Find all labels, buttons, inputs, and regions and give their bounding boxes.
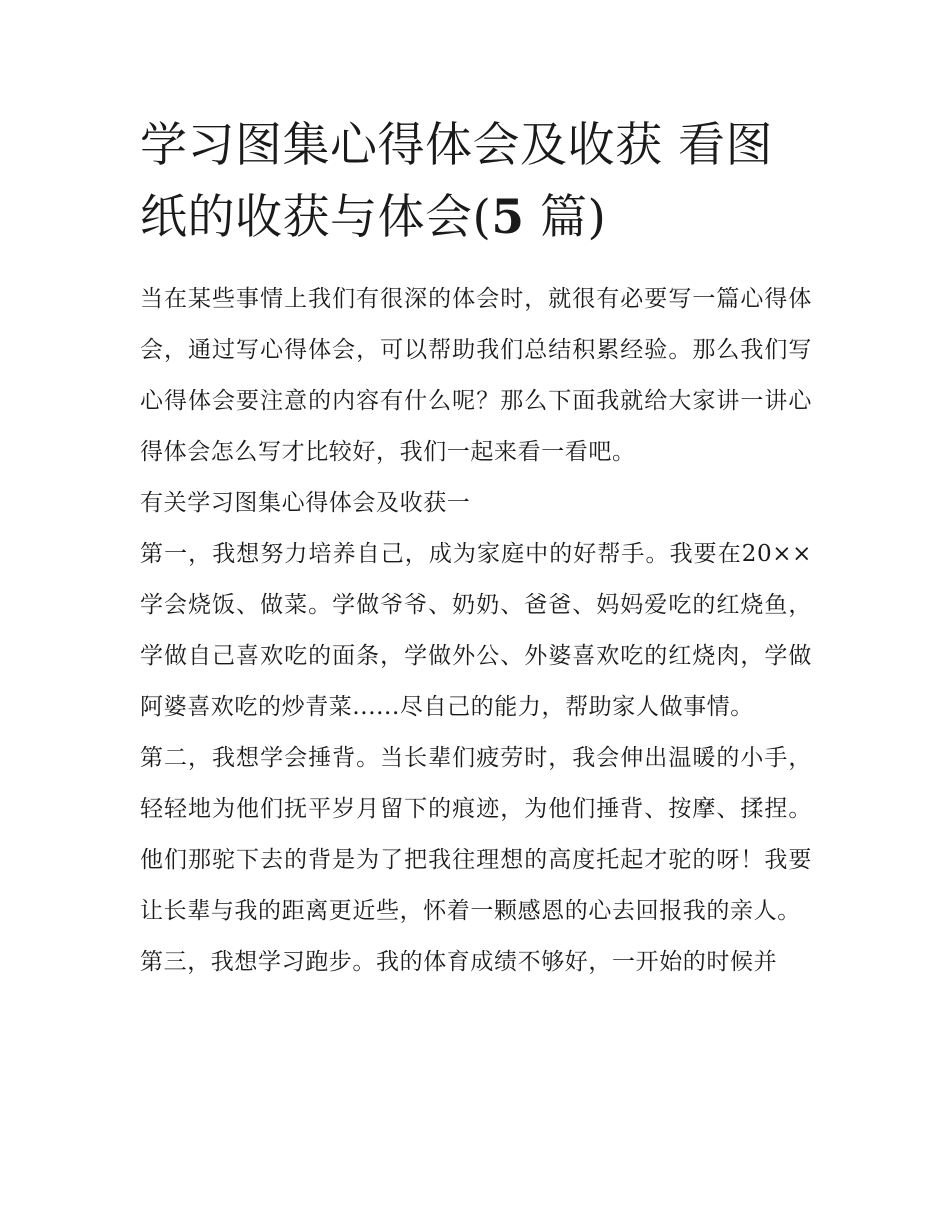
document-title bbox=[140, 110, 812, 254]
intro-paragraph: 当在某些事情上我们有很深的体会时，就很有必要写一篇心得体会，通过写心得体会，可以帮助我们总结积累经验。那么我们写心得体会要注意的内容有什么呢？那么下面我就给大家讲一讲心得体会怎么写才比较好，我们一起来看一看吧。 bbox=[140, 286, 812, 465]
title-text-part2: 篇) bbox=[524, 190, 607, 245]
title-text-part1: 学习图集心得体会及收获 看图纸的收获与体会( bbox=[140, 118, 773, 245]
title-number: 5 bbox=[491, 190, 525, 245]
body-paragraph-1: 第一，我想努力培养自己，成为家庭中的好帮手。我要在20××学会烧饭、做菜。学做爷爷、奶奶、爸爸、妈妈爱吃的红烧鱼，学做自己喜欢吃的面条，学做外公、外婆喜欢吃的红烧肉，学做阿婆喜欢吃的炒青菜......尽自己的能力，帮助家人做事情。 bbox=[140, 541, 812, 720]
document-page bbox=[140, 110, 812, 988]
section-heading: 有关学习图集心得体会及收获一 bbox=[140, 490, 471, 516]
body-paragraph-3: 第三，我想学习跑步。我的体育成绩不够好，一开始的时候并 bbox=[140, 949, 778, 975]
body-paragraph-2: 第二，我想学会捶背。当长辈们疲劳时，我会伸出温暖的小手，轻轻地为他们抚平岁月留下的痕迹，为他们捶背、按摩、揉捏。他们那驼下去的背是为了把我往理想的高度托起才驼的呀！我要让长辈与我的距离更近些，怀着一颗感恩的心去回报我的亲人。 bbox=[140, 745, 812, 924]
